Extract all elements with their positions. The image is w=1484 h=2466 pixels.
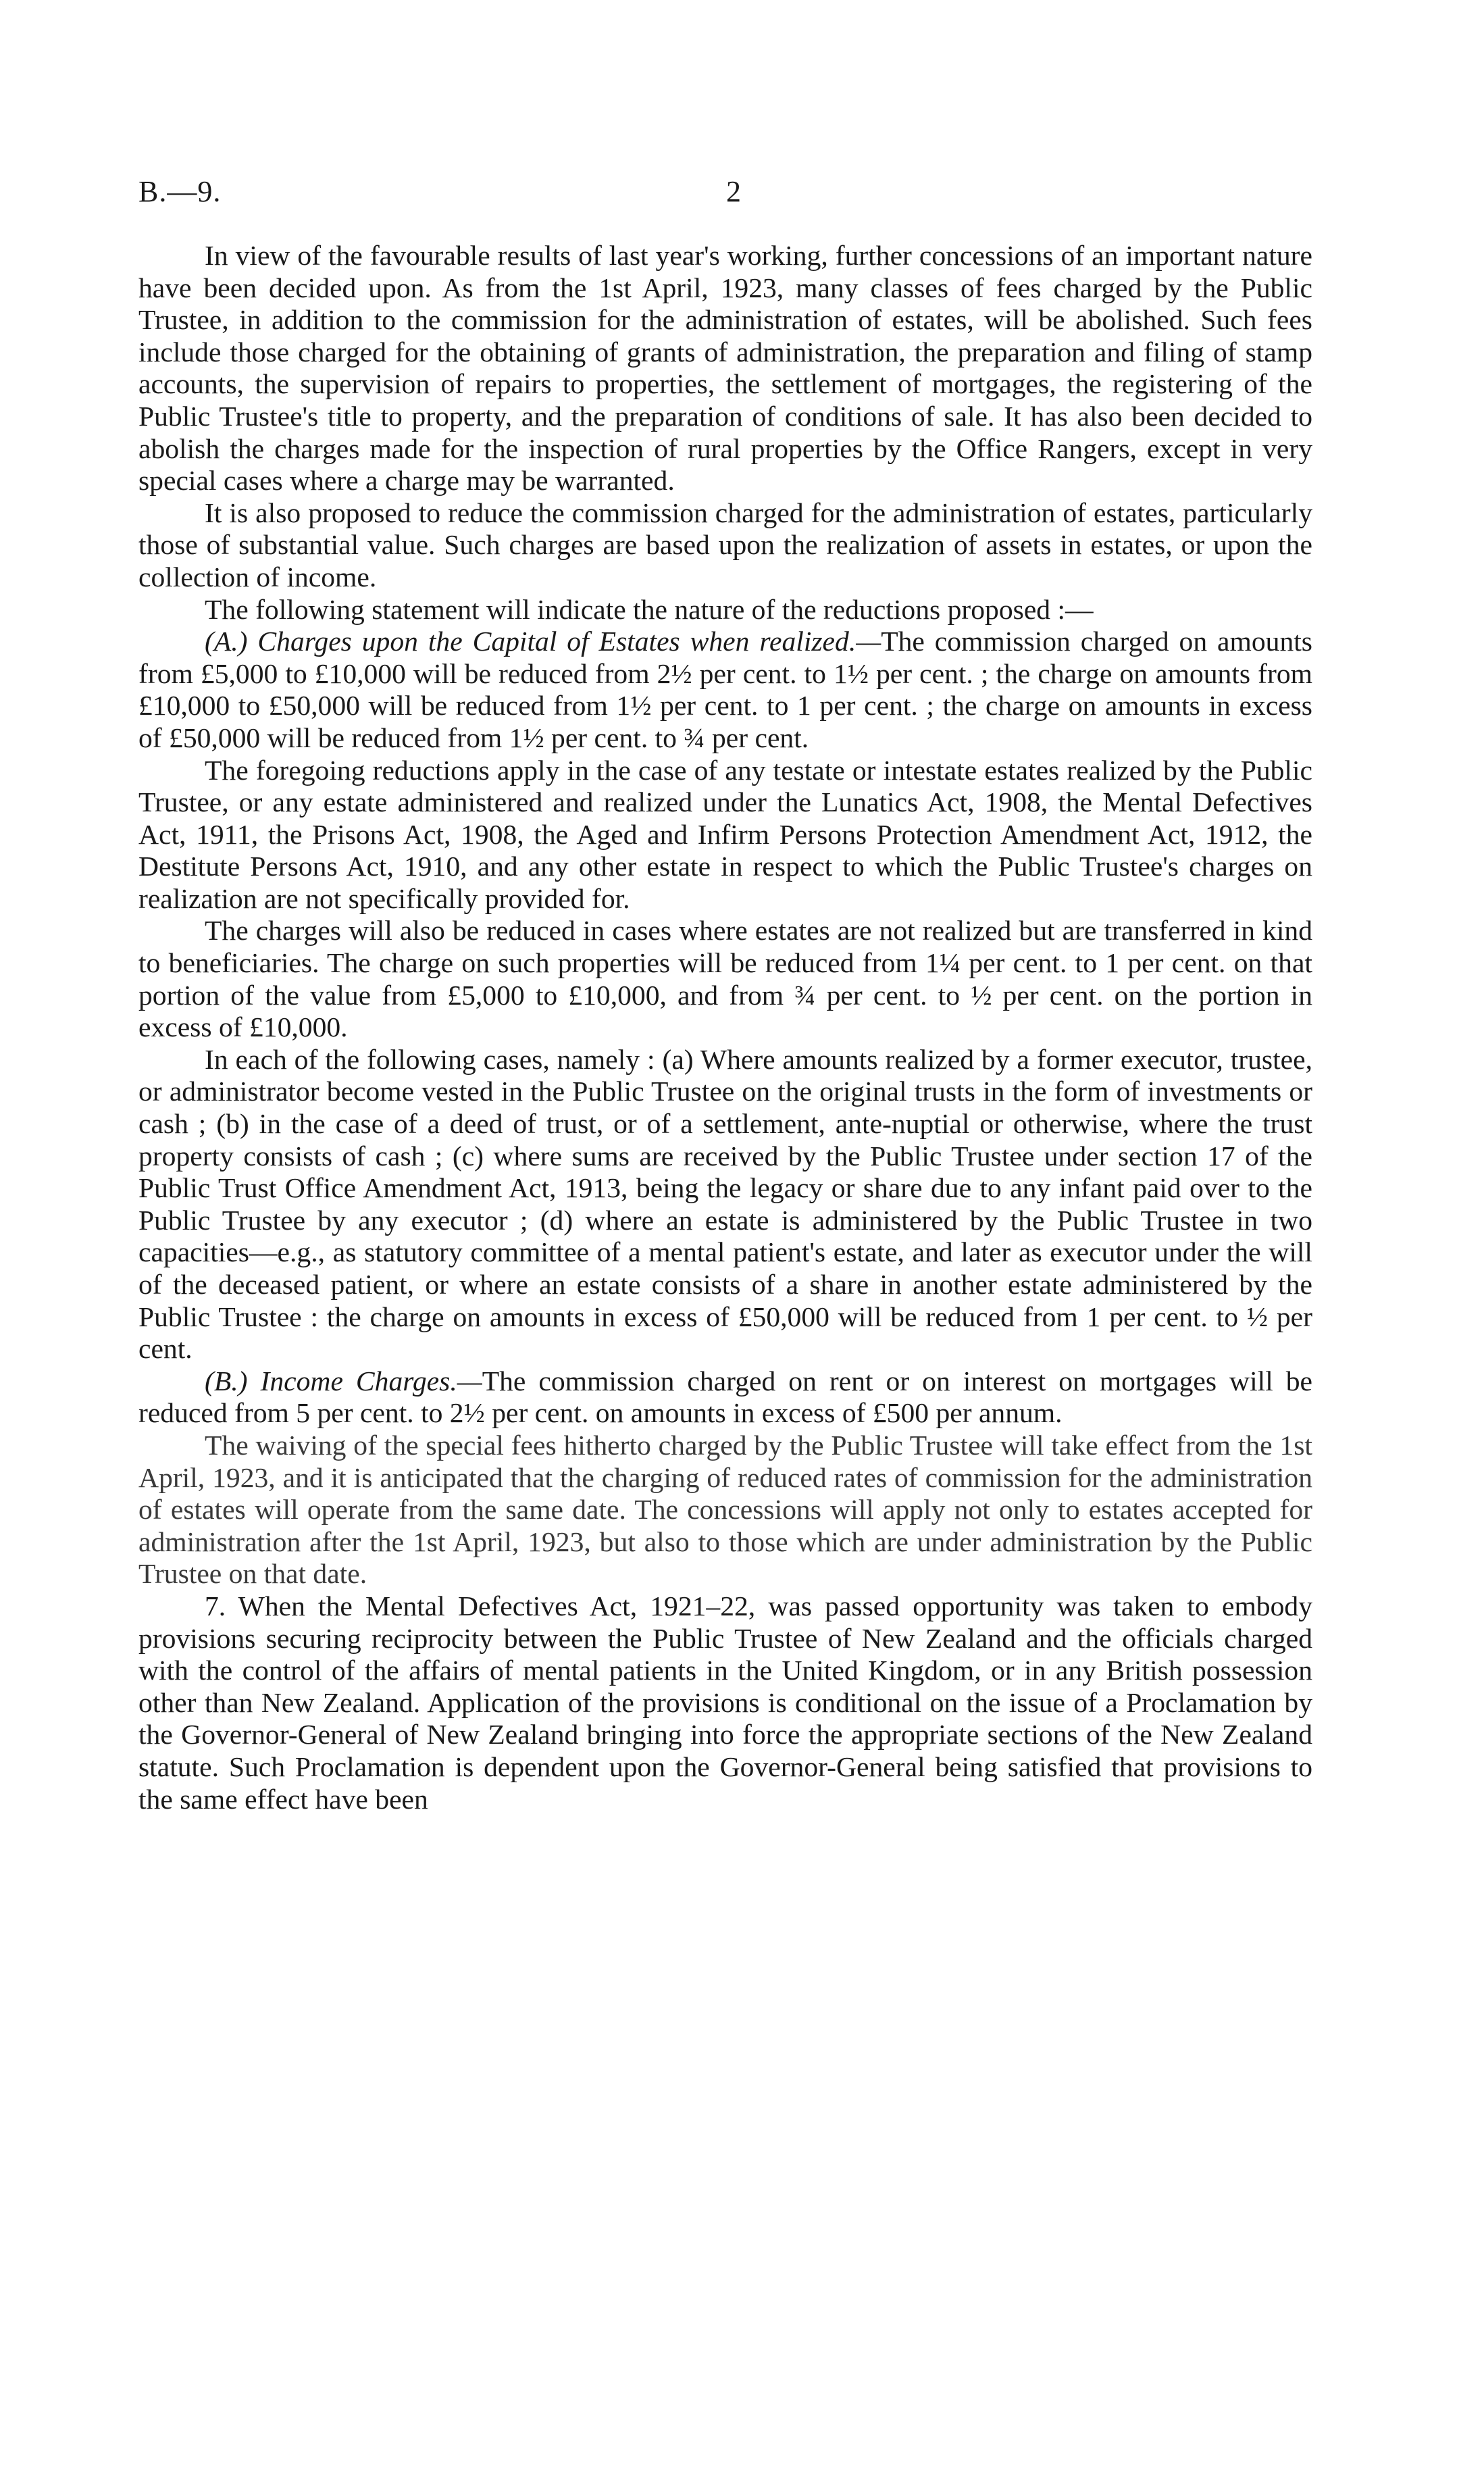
paragraph-statement-intro: The following statement will indicate the nature of the reductions proposed :—	[205, 593, 1094, 625]
paragraph-transfer-in-kind: The charges will also be reduced in cases where estates are not realized but are transferred in kind to beneficiaries. The charge on such properties will be reduced from 1¼ per cent. to 1 per cent. on that portion of the value from £5,000 to £10,000, and from ¾ per cent. to ½ per cent. on the portion in excess of £10,000.	[138, 915, 1312, 1043]
paragraph-commission-reduction: It is also proposed to reduce the commission charged for the administration of estates, particularly those of substantial value. Such charges are based upon the realization of assets in estates, or upon the collection of income.	[138, 497, 1312, 593]
paragraph-income-charges: (B.) Income Charges.—The commission charged on rent or on interest on mortgages will be reduced from 5 per cent. to 2½ per cent. on amounts in excess of £500 per annum.	[138, 1365, 1312, 1429]
paragraph-reductions-apply: The foregoing reductions apply in the case of any testate or intestate estates realized by the Public Trustee, or any estate administered and realized under the Lunatics Act, 1908, the Mental Defectives Act, 1911, the Prisons Act, 1908, the Aged and Infirm Persons Protection Amendment Act, 1912, the Destitute Persons Act, 1910, and any other estate in respect to which the Public Trustee's charges on realization are not specifically provided for.	[138, 754, 1312, 914]
page-number: 2	[726, 175, 741, 208]
document-body	[138, 240, 1312, 1815]
document-reference: B.—9.	[138, 175, 222, 208]
paragraph-fee-abolition: In view of the favourable results of last year's working, further concessions of an important nature have been decided upon. As from the 1st April, 1923, many classes of fees charged by the Public Trustee, in addition to the commission for the administration of estates, will be abolished. Such fees include those charged for the obtaining of grants of administration, the preparation and filing of stamp accounts, the supervision of repairs to properties, the settlement of mortgages, the registering of the Public Trustee's title to property, and the preparation of conditions of sale. It has also been decided to abolish the charges made for the inspection of rural properties by the Office Rangers, except in very special cases where a charge may be warranted.	[138, 240, 1312, 497]
paragraph-capital-charges: (A.) Charges upon the Capital of Estates when realized.—The commission charged on amounts from £5,000 to £10,000 will be reduced from 2½ per cent. to 1½ per cent. ; the charge on amounts from £10,000 to £50,000 will be reduced from 1½ per cent. to 1 per cent. ; the charge on amounts in excess of £50,000 will be reduced from 1½ per cent. to ¾ per cent.	[138, 626, 1312, 753]
page-header	[138, 174, 1314, 215]
section-heading-capital: (A.) Charges upon the Capital of Estates when realized.—	[205, 626, 881, 657]
paragraph-effective-date: The waiving of the special fees hitherto charged by the Public Trustee will take effect from the 1st April, 1923, and it is anticipated that the charging of reduced rates of commission for the administration of estates will operate from the same date. The concessions will apply not only to estates accepted for administration after the 1st April, 1923, but also to those which are under administration by the Public Trustee on that date.	[138, 1429, 1312, 1590]
paragraph-mental-defectives-act: 7. When the Mental Defectives Act, 1921–22, was passed opportunity was taken to embody provisions securing reciprocity between the Public Trustee of New Zealand and the officials charged with the control of the affairs of mental patients in the United Kingdom, or in any British possession other than New Zealand. Application of the provisions is conditional on the issue of a Proclamation by the Governor-General of New Zealand bringing into force the appropriate sections of the New Zealand statute. Such Proclamation is dependent upon the Governor-General being satisfied that provisions to the same effect have been	[138, 1590, 1312, 1815]
paragraph-special-cases: In each of the following cases, namely : (a) Where amounts realized by a former executor, trustee, or administrator become vested in the Public Trustee on the original trusts in the form of investments or cash ; (b) in the case of a deed of trust, or of a settlement, ante-nuptial or otherwise, where the trust property consists of cash ; (c) where sums are received by the Public Trustee under section 17 of the Public Trust Office Amendment Act, 1913, being the legacy or share due to any infant paid over to the Public Trustee by any executor ; (d) where an estate is administered by the Public Trustee in two capacities—e.g., as statutory committee of a mental patient's estate, and later as executor under the will of the deceased patient, or where an estate consists of a share in another estate administered by the Public Trustee : the charge on amounts in excess of £50,000 will be reduced from 1 per cent. to ½ per cent.	[138, 1043, 1312, 1365]
section-heading-income: (B.) Income Charges.—	[205, 1365, 482, 1396]
